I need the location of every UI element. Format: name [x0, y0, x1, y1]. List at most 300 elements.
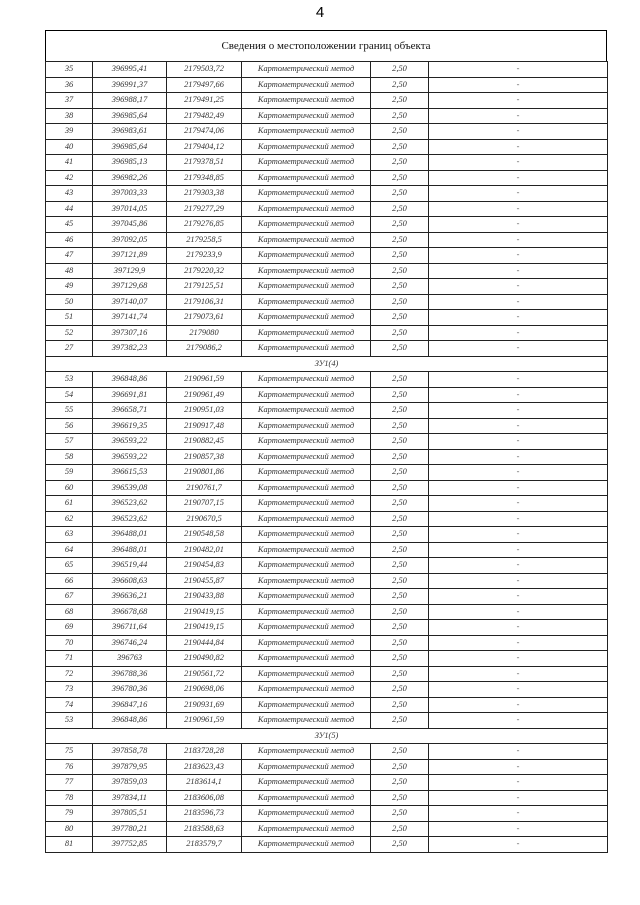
point-number-cell: 60 [46, 480, 93, 496]
table-row [46, 62, 608, 78]
method-cell: Картометрический метод [242, 263, 371, 279]
table-row [46, 418, 608, 434]
accuracy-cell: 2,50 [371, 77, 429, 93]
point-number-cell: 48 [46, 263, 93, 279]
method-cell: Картометрический метод [242, 821, 371, 837]
description-cell: - [429, 713, 608, 729]
description-cell: - [429, 821, 608, 837]
table-row [46, 527, 608, 543]
accuracy-cell: 2,50 [371, 837, 429, 853]
y-coordinate-cell: 2190455,87 [167, 573, 242, 589]
description-cell: - [429, 310, 608, 326]
point-number-cell: 52 [46, 325, 93, 341]
y-coordinate-cell: 2183579,7 [167, 837, 242, 853]
table-row [46, 511, 608, 527]
y-coordinate-cell: 2190801,86 [167, 465, 242, 481]
description-cell: - [429, 682, 608, 698]
y-coordinate-cell: 2179277,29 [167, 201, 242, 217]
description-cell: - [429, 93, 608, 109]
x-coordinate-cell: 396636,21 [93, 589, 167, 605]
description-cell: - [429, 635, 608, 651]
y-coordinate-cell: 2179474,06 [167, 124, 242, 140]
accuracy-cell: 2,50 [371, 651, 429, 667]
method-cell: Картометрический метод [242, 108, 371, 124]
point-number-cell: 45 [46, 217, 93, 233]
y-coordinate-cell: 2190490,82 [167, 651, 242, 667]
method-cell: Картометрический метод [242, 837, 371, 853]
method-cell: Картометрический метод [242, 573, 371, 589]
x-coordinate-cell: 397129,68 [93, 279, 167, 295]
point-number-cell: 47 [46, 248, 93, 264]
method-cell: Картометрический метод [242, 480, 371, 496]
x-coordinate-cell: 396988,17 [93, 93, 167, 109]
x-coordinate-cell: 396711,64 [93, 620, 167, 636]
x-coordinate-cell: 396788,36 [93, 666, 167, 682]
description-cell: - [429, 542, 608, 558]
accuracy-cell: 2,50 [371, 759, 429, 775]
y-coordinate-cell: 2179258,5 [167, 232, 242, 248]
y-coordinate-cell: 2190961,59 [167, 372, 242, 388]
table-row [46, 325, 608, 341]
accuracy-cell: 2,50 [371, 713, 429, 729]
table-row [46, 589, 608, 605]
x-coordinate-cell: 396658,71 [93, 403, 167, 419]
description-cell: - [429, 790, 608, 806]
table-row [46, 604, 608, 620]
section-label: ЗУ1(5) [46, 728, 608, 744]
description-cell: - [429, 155, 608, 171]
method-cell: Картометрический метод [242, 217, 371, 233]
accuracy-cell: 2,50 [371, 232, 429, 248]
method-cell: Картометрический метод [242, 310, 371, 326]
method-cell: Картометрический метод [242, 511, 371, 527]
point-number-cell: 42 [46, 170, 93, 186]
accuracy-cell: 2,50 [371, 403, 429, 419]
description-cell: - [429, 403, 608, 419]
point-number-cell: 67 [46, 589, 93, 605]
x-coordinate-cell: 397121,89 [93, 248, 167, 264]
table-row [46, 837, 608, 853]
point-number-cell: 41 [46, 155, 93, 171]
point-number-cell: 71 [46, 651, 93, 667]
point-number-cell: 63 [46, 527, 93, 543]
description-cell: - [429, 248, 608, 264]
table-row [46, 821, 608, 837]
description-cell: - [429, 697, 608, 713]
accuracy-cell: 2,50 [371, 372, 429, 388]
description-cell: - [429, 186, 608, 202]
y-coordinate-cell: 2179303,38 [167, 186, 242, 202]
table-row [46, 651, 608, 667]
accuracy-cell: 2,50 [371, 775, 429, 791]
x-coordinate-cell: 397014,05 [93, 201, 167, 217]
description-cell: - [429, 573, 608, 589]
y-coordinate-cell: 2190482,01 [167, 542, 242, 558]
accuracy-cell: 2,50 [371, 744, 429, 760]
accuracy-cell: 2,50 [371, 387, 429, 403]
description-cell: - [429, 217, 608, 233]
table-row [46, 558, 608, 574]
table-row [46, 434, 608, 450]
table-row [46, 263, 608, 279]
description-cell: - [429, 418, 608, 434]
point-number-cell: 77 [46, 775, 93, 791]
x-coordinate-cell: 397003,33 [93, 186, 167, 202]
point-number-cell: 49 [46, 279, 93, 295]
x-coordinate-cell: 396763 [93, 651, 167, 667]
table-row [46, 139, 608, 155]
x-coordinate-cell: 397805,51 [93, 806, 167, 822]
point-number-cell: 37 [46, 93, 93, 109]
description-cell: - [429, 744, 608, 760]
y-coordinate-cell: 2179482,49 [167, 108, 242, 124]
x-coordinate-cell: 396519,44 [93, 558, 167, 574]
method-cell: Картометрический метод [242, 325, 371, 341]
method-cell: Картометрический метод [242, 93, 371, 109]
y-coordinate-cell: 2179073,61 [167, 310, 242, 326]
x-coordinate-cell: 396691,81 [93, 387, 167, 403]
description-cell: - [429, 263, 608, 279]
y-coordinate-cell: 2183614,1 [167, 775, 242, 791]
x-coordinate-cell: 397752,85 [93, 837, 167, 853]
table-row [46, 77, 608, 93]
table-row [46, 465, 608, 481]
y-coordinate-cell: 2190961,59 [167, 713, 242, 729]
point-number-cell: 79 [46, 806, 93, 822]
description-cell: - [429, 341, 608, 357]
x-coordinate-cell: 396678,68 [93, 604, 167, 620]
x-coordinate-cell: 397141,74 [93, 310, 167, 326]
accuracy-cell: 2,50 [371, 480, 429, 496]
accuracy-cell: 2,50 [371, 418, 429, 434]
point-number-cell: 81 [46, 837, 93, 853]
table-row [46, 217, 608, 233]
x-coordinate-cell: 396615,53 [93, 465, 167, 481]
description-cell: - [429, 108, 608, 124]
x-coordinate-cell: 396848,86 [93, 372, 167, 388]
y-coordinate-cell: 2190670,5 [167, 511, 242, 527]
y-coordinate-cell: 2179497,66 [167, 77, 242, 93]
method-cell: Картометрический метод [242, 449, 371, 465]
x-coordinate-cell: 396593,22 [93, 449, 167, 465]
x-coordinate-cell: 397092,05 [93, 232, 167, 248]
accuracy-cell: 2,50 [371, 697, 429, 713]
x-coordinate-cell: 397780,21 [93, 821, 167, 837]
x-coordinate-cell: 397879,95 [93, 759, 167, 775]
x-coordinate-cell: 397307,16 [93, 325, 167, 341]
y-coordinate-cell: 2183596,73 [167, 806, 242, 822]
x-coordinate-cell: 397140,07 [93, 294, 167, 310]
point-number-cell: 53 [46, 713, 93, 729]
x-coordinate-cell: 396847,16 [93, 697, 167, 713]
method-cell: Картометрический метод [242, 232, 371, 248]
method-cell: Картометрический метод [242, 604, 371, 620]
table-row [46, 124, 608, 140]
table-row [46, 666, 608, 682]
method-cell: Картометрический метод [242, 558, 371, 574]
y-coordinate-cell: 2190707,15 [167, 496, 242, 512]
y-coordinate-cell: 2190882,45 [167, 434, 242, 450]
accuracy-cell: 2,50 [371, 310, 429, 326]
x-coordinate-cell: 396982,26 [93, 170, 167, 186]
point-number-cell: 70 [46, 635, 93, 651]
description-cell: - [429, 651, 608, 667]
table-row [46, 697, 608, 713]
table-row [46, 310, 608, 326]
x-coordinate-cell: 396991,37 [93, 77, 167, 93]
accuracy-cell: 2,50 [371, 542, 429, 558]
method-cell: Картометрический метод [242, 775, 371, 791]
y-coordinate-cell: 2179233,9 [167, 248, 242, 264]
x-coordinate-cell: 396780,36 [93, 682, 167, 698]
method-cell: Картометрический метод [242, 155, 371, 171]
accuracy-cell: 2,50 [371, 170, 429, 186]
description-cell: - [429, 62, 608, 78]
x-coordinate-cell: 396983,61 [93, 124, 167, 140]
accuracy-cell: 2,50 [371, 573, 429, 589]
y-coordinate-cell: 2179086,2 [167, 341, 242, 357]
x-coordinate-cell: 396746,24 [93, 635, 167, 651]
description-cell: - [429, 279, 608, 295]
y-coordinate-cell: 2190931,69 [167, 697, 242, 713]
point-number-cell: 72 [46, 666, 93, 682]
table-row [46, 790, 608, 806]
x-coordinate-cell: 396985,13 [93, 155, 167, 171]
point-number-cell: 40 [46, 139, 93, 155]
point-number-cell: 64 [46, 542, 93, 558]
y-coordinate-cell: 2183588,63 [167, 821, 242, 837]
accuracy-cell: 2,50 [371, 589, 429, 605]
accuracy-cell: 2,50 [371, 325, 429, 341]
point-number-cell: 66 [46, 573, 93, 589]
method-cell: Картометрический метод [242, 635, 371, 651]
y-coordinate-cell: 2190419,15 [167, 604, 242, 620]
accuracy-cell: 2,50 [371, 558, 429, 574]
point-number-cell: 36 [46, 77, 93, 93]
table-row [46, 108, 608, 124]
accuracy-cell: 2,50 [371, 465, 429, 481]
point-number-cell: 39 [46, 124, 93, 140]
x-coordinate-cell: 396523,62 [93, 496, 167, 512]
y-coordinate-cell: 2179080 [167, 325, 242, 341]
y-coordinate-cell: 2179378,51 [167, 155, 242, 171]
description-cell: - [429, 775, 608, 791]
accuracy-cell: 2,50 [371, 201, 429, 217]
point-number-cell: 75 [46, 744, 93, 760]
x-coordinate-cell: 397834,11 [93, 790, 167, 806]
accuracy-cell: 2,50 [371, 341, 429, 357]
accuracy-cell: 2,50 [371, 434, 429, 450]
x-coordinate-cell: 397859,03 [93, 775, 167, 791]
accuracy-cell: 2,50 [371, 620, 429, 636]
table-row [46, 806, 608, 822]
accuracy-cell: 2,50 [371, 604, 429, 620]
description-cell: - [429, 620, 608, 636]
y-coordinate-cell: 2179125,51 [167, 279, 242, 295]
description-cell: - [429, 294, 608, 310]
y-coordinate-cell: 2190444,84 [167, 635, 242, 651]
table-row [46, 682, 608, 698]
description-cell: - [429, 837, 608, 853]
method-cell: Картометрический метод [242, 759, 371, 775]
y-coordinate-cell: 2190961,49 [167, 387, 242, 403]
y-coordinate-cell: 2190698,06 [167, 682, 242, 698]
table-row [46, 201, 608, 217]
table-row [46, 573, 608, 589]
y-coordinate-cell: 2179220,32 [167, 263, 242, 279]
point-number-cell: 80 [46, 821, 93, 837]
y-coordinate-cell: 2190433,88 [167, 589, 242, 605]
method-cell: Картометрический метод [242, 697, 371, 713]
method-cell: Картометрический метод [242, 139, 371, 155]
y-coordinate-cell: 2190761,7 [167, 480, 242, 496]
method-cell: Картометрический метод [242, 496, 371, 512]
method-cell: Картометрический метод [242, 620, 371, 636]
description-cell: - [429, 434, 608, 450]
point-number-cell: 38 [46, 108, 93, 124]
y-coordinate-cell: 2179106,31 [167, 294, 242, 310]
accuracy-cell: 2,50 [371, 217, 429, 233]
y-coordinate-cell: 2190857,38 [167, 449, 242, 465]
accuracy-cell: 2,50 [371, 108, 429, 124]
method-cell: Картометрический метод [242, 124, 371, 140]
section-label: ЗУ1(4) [46, 356, 608, 372]
method-cell: Картометрический метод [242, 201, 371, 217]
x-coordinate-cell: 396848,86 [93, 713, 167, 729]
method-cell: Картометрический метод [242, 418, 371, 434]
point-number-cell: 73 [46, 682, 93, 698]
accuracy-cell: 2,50 [371, 248, 429, 264]
accuracy-cell: 2,50 [371, 790, 429, 806]
x-coordinate-cell: 396593,22 [93, 434, 167, 450]
point-number-cell: 61 [46, 496, 93, 512]
method-cell: Картометрический метод [242, 62, 371, 78]
accuracy-cell: 2,50 [371, 527, 429, 543]
point-number-cell: 62 [46, 511, 93, 527]
description-cell: - [429, 806, 608, 822]
description-cell: - [429, 139, 608, 155]
point-number-cell: 53 [46, 372, 93, 388]
y-coordinate-cell: 2179491,25 [167, 93, 242, 109]
description-cell: - [429, 387, 608, 403]
description-cell: - [429, 511, 608, 527]
accuracy-cell: 2,50 [371, 635, 429, 651]
table-row [46, 155, 608, 171]
point-number-cell: 50 [46, 294, 93, 310]
accuracy-cell: 2,50 [371, 821, 429, 837]
method-cell: Картометрический метод [242, 527, 371, 543]
method-cell: Картометрический метод [242, 682, 371, 698]
y-coordinate-cell: 2179276,85 [167, 217, 242, 233]
description-cell: - [429, 496, 608, 512]
y-coordinate-cell: 2179404,12 [167, 139, 242, 155]
y-coordinate-cell: 2190561,72 [167, 666, 242, 682]
point-number-cell: 44 [46, 201, 93, 217]
x-coordinate-cell: 396488,01 [93, 527, 167, 543]
table-row [46, 759, 608, 775]
y-coordinate-cell: 2190419,15 [167, 620, 242, 636]
x-coordinate-cell: 397045,86 [93, 217, 167, 233]
section-header-row [46, 728, 608, 744]
table-row [46, 279, 608, 295]
method-cell: Картометрический метод [242, 465, 371, 481]
point-number-cell: 78 [46, 790, 93, 806]
table-row [46, 449, 608, 465]
point-number-cell: 54 [46, 387, 93, 403]
table-row [46, 248, 608, 264]
point-number-cell: 51 [46, 310, 93, 326]
description-cell: - [429, 201, 608, 217]
y-coordinate-cell: 2190951,03 [167, 403, 242, 419]
method-cell: Картометрический метод [242, 542, 371, 558]
method-cell: Картометрический метод [242, 77, 371, 93]
x-coordinate-cell: 396523,62 [93, 511, 167, 527]
description-cell: - [429, 449, 608, 465]
table-row [46, 713, 608, 729]
accuracy-cell: 2,50 [371, 682, 429, 698]
table-row [46, 387, 608, 403]
description-cell: - [429, 558, 608, 574]
x-coordinate-cell: 397382,23 [93, 341, 167, 357]
y-coordinate-cell: 2179503,72 [167, 62, 242, 78]
description-cell: - [429, 372, 608, 388]
table-row [46, 93, 608, 109]
table-title: Сведения о местоположении границ объекта [45, 30, 607, 61]
table-row [46, 186, 608, 202]
y-coordinate-cell: 2190548,58 [167, 527, 242, 543]
x-coordinate-cell: 396608,63 [93, 573, 167, 589]
accuracy-cell: 2,50 [371, 449, 429, 465]
method-cell: Картометрический метод [242, 403, 371, 419]
y-coordinate-cell: 2179348,85 [167, 170, 242, 186]
boundary-table-container [45, 30, 607, 853]
boundary-points-table [45, 61, 608, 853]
table-body [46, 62, 608, 853]
point-number-cell: 74 [46, 697, 93, 713]
accuracy-cell: 2,50 [371, 666, 429, 682]
x-coordinate-cell: 396985,64 [93, 108, 167, 124]
description-cell: - [429, 480, 608, 496]
table-row [46, 744, 608, 760]
section-header-row [46, 356, 608, 372]
method-cell: Картометрический метод [242, 372, 371, 388]
page-number: 4 [315, 4, 325, 21]
point-number-cell: 27 [46, 341, 93, 357]
description-cell: - [429, 465, 608, 481]
table-row [46, 542, 608, 558]
description-cell: - [429, 170, 608, 186]
y-coordinate-cell: 2190454,83 [167, 558, 242, 574]
method-cell: Картометрический метод [242, 790, 371, 806]
description-cell: - [429, 527, 608, 543]
point-number-cell: 65 [46, 558, 93, 574]
method-cell: Картометрический метод [242, 186, 371, 202]
accuracy-cell: 2,50 [371, 62, 429, 78]
description-cell: - [429, 604, 608, 620]
table-row [46, 372, 608, 388]
method-cell: Картометрический метод [242, 387, 371, 403]
method-cell: Картометрический метод [242, 589, 371, 605]
x-coordinate-cell: 397129,9 [93, 263, 167, 279]
point-number-cell: 55 [46, 403, 93, 419]
description-cell: - [429, 124, 608, 140]
method-cell: Картометрический метод [242, 434, 371, 450]
accuracy-cell: 2,50 [371, 155, 429, 171]
method-cell: Картометрический метод [242, 170, 371, 186]
description-cell: - [429, 325, 608, 341]
x-coordinate-cell: 396995,41 [93, 62, 167, 78]
accuracy-cell: 2,50 [371, 139, 429, 155]
